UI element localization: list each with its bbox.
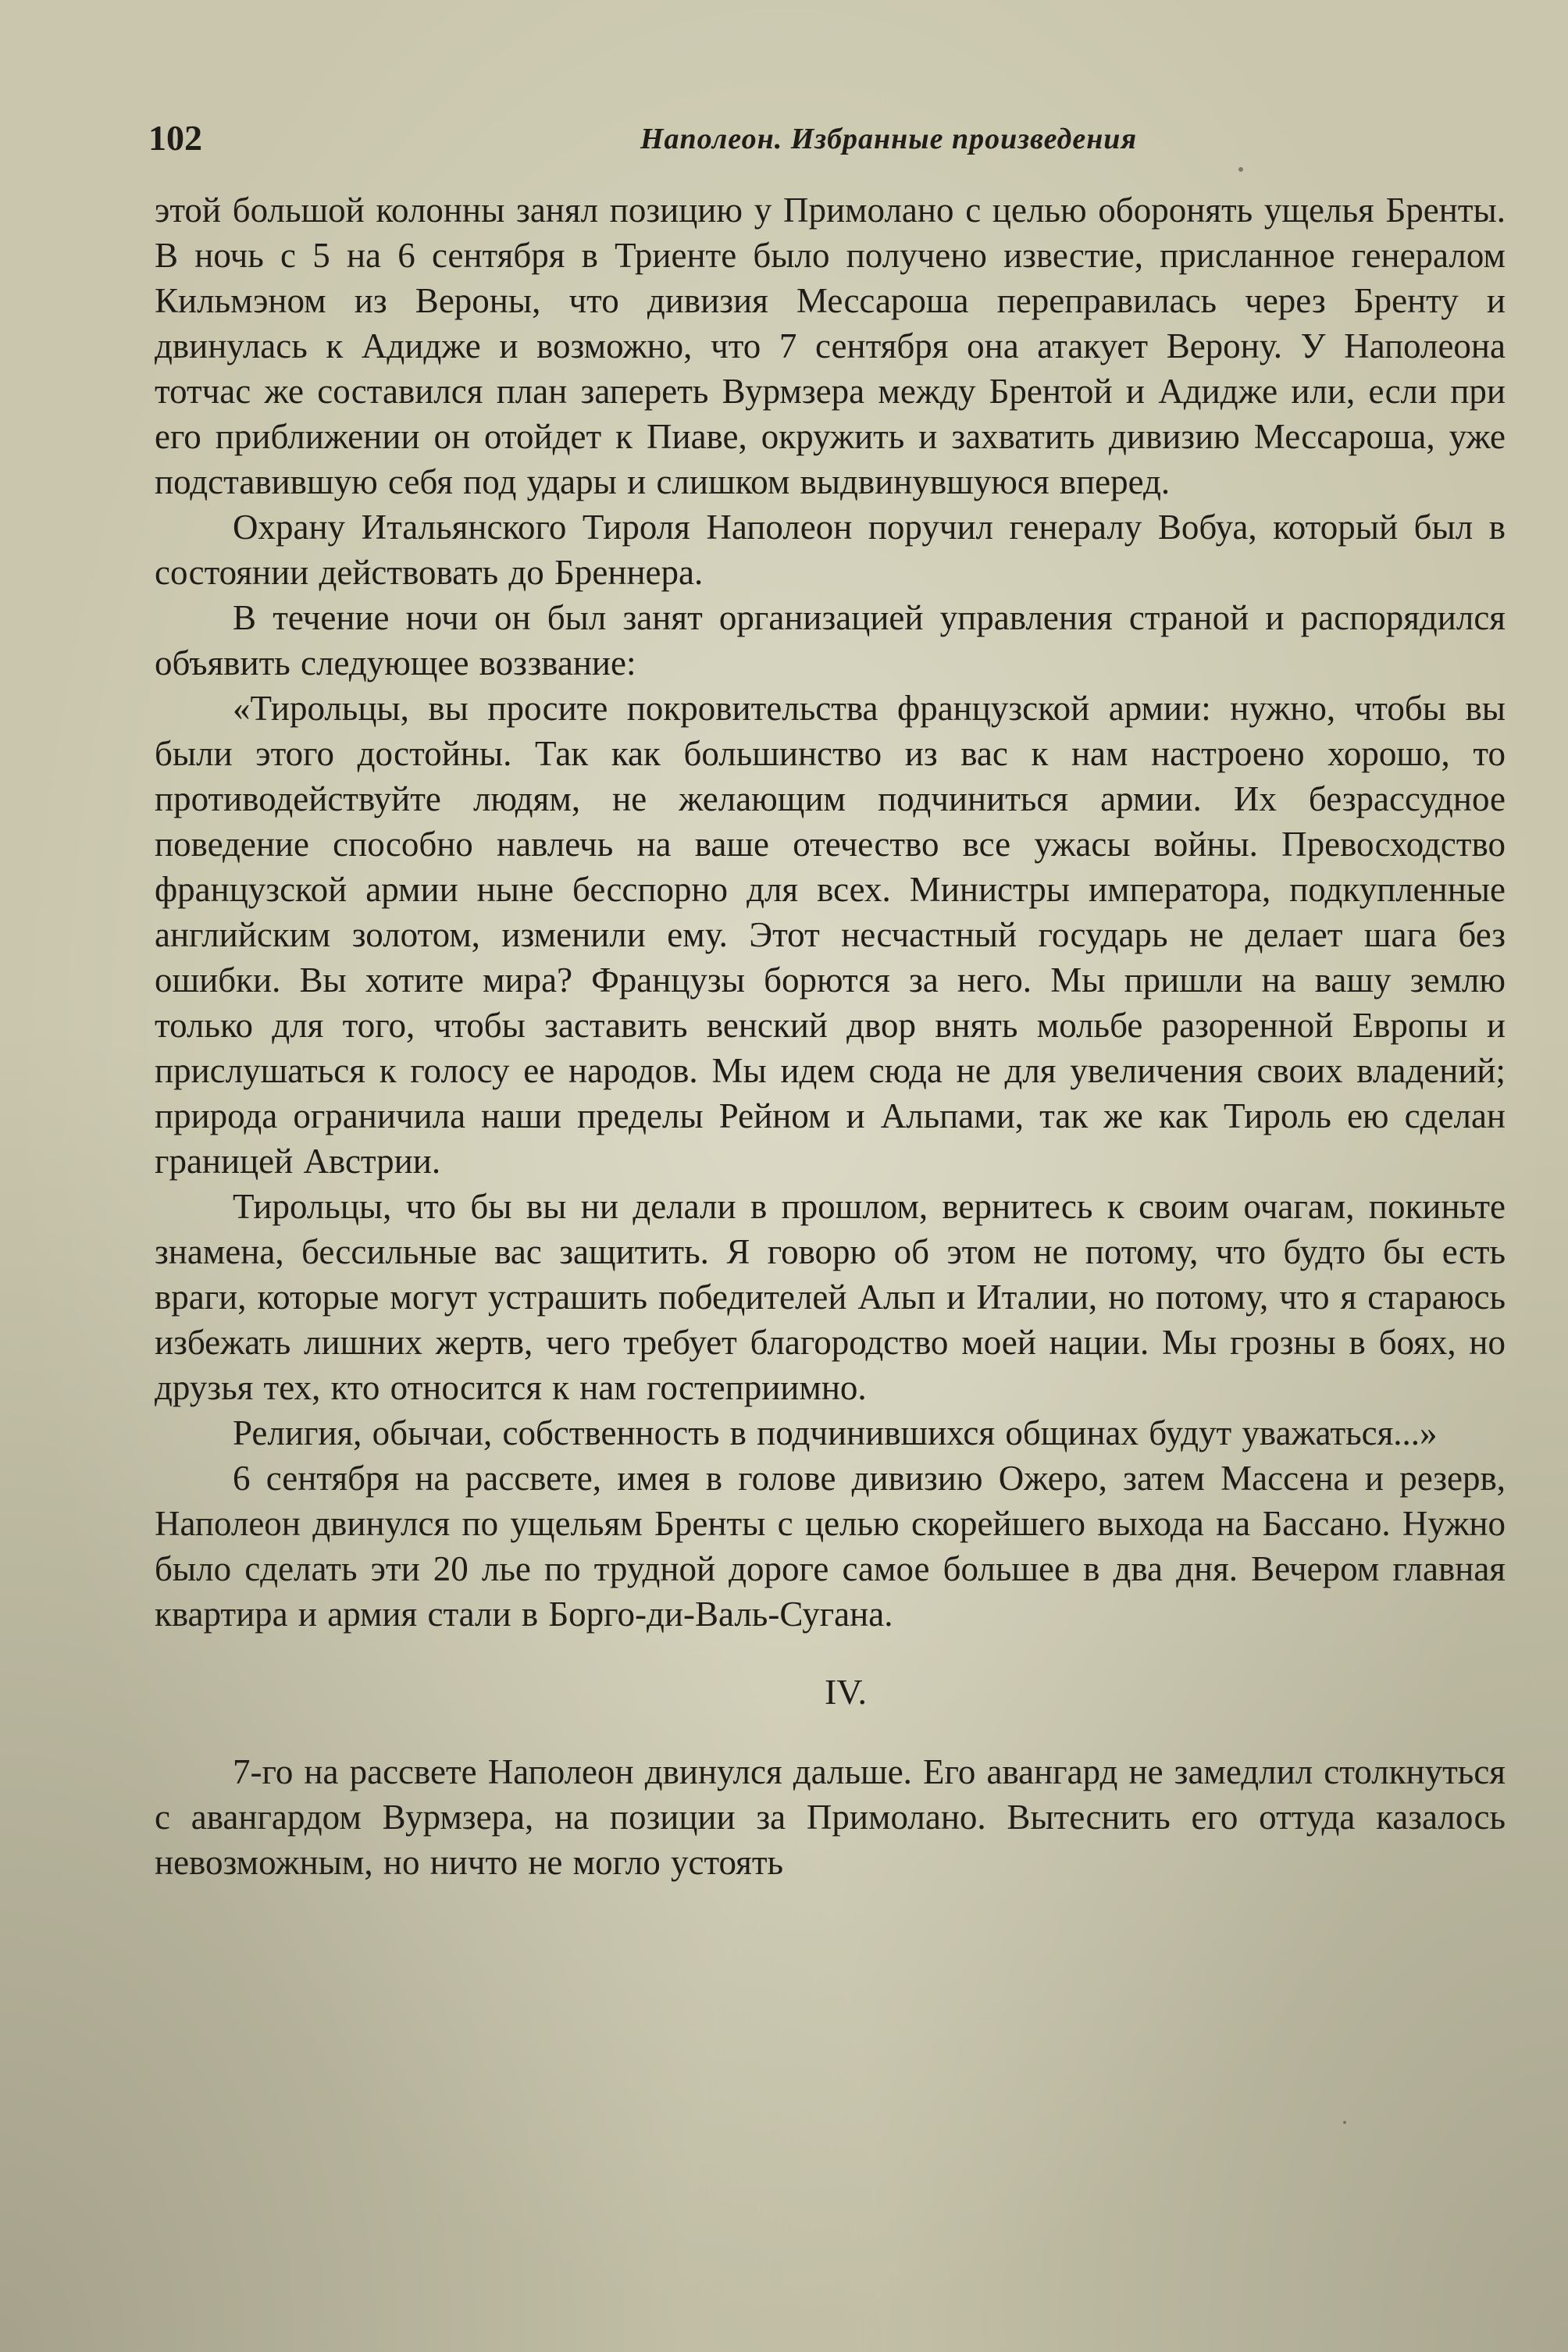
book-page — [148, 117, 1506, 1885]
proclamation-paragraph-3: Религия, обычаи, собственность в подчинившихся общинах будут уважаться...» — [233, 1413, 1438, 1452]
proclamation-paragraph-1: «Тирольцы, вы просите покровительства французской армии: нужно, чтобы вы были этого достойны. Так как большинство из вас к нам настроено хорошо, то противодействуйте людям, не желающим подчиниться армии. Их безрассудное поведение способно навлечь на ваше отечество все ужасы войны. Превосходство французской армии ныне бесспорно для всех. Министры императора, подкупленные английским золотом, изменили ему. Этот несчастный государь не делает шага без ошибки. Вы хотите мира? Французы борются за него. Мы пришли на вашу землю только для того, чтобы заставить венский двор внять мольбе разоренной Европы и прислушаться к голосу ее народов. Мы идем сюда не для увеличения своих владений; природа ограничила наши пределы Рейном и Альпами, так же как Тироль ею сделан границей Австрии. — [155, 689, 1506, 1181]
page-number: 102 — [148, 118, 202, 158]
paragraph-2: Охрану Итальянского Тироля Наполеон поручил генералу Вобуа, который был в состоянии действовать до Бреннера. — [155, 508, 1506, 592]
paragraph-7: 6 сентября на рассвете, имея в голове дивизию Ожеро, затем Массена и резерв, Наполеон двинулся по ущельям Бренты с целью скорейшего выхода на Бассано. Нужно было сделать эти 20 лье по трудной дороге самое большее в два дня. Вечером главная квартира и армия стали в Борго-ди-Валь-Сугана. — [155, 1459, 1506, 1634]
proclamation-paragraph-2: Тирольцы, что бы вы ни делали в прошлом, вернитесь к своим очагам, покиньте знамена, бессильные вас защитить. Я говорю об этом не потому, что будто бы есть враги, которые могут устрашить победителей Альп и Италии, но потому, что я стараюсь избежать лишних жертв, чего требует благородство моей нации. Мы грозны в боях, но друзья тех, кто относится к нам гостеприимно. — [155, 1187, 1506, 1407]
running-head — [148, 117, 1506, 167]
paper-speck — [1238, 167, 1243, 172]
paragraph-1: этой большой колонны занял позицию у Примолано с целью оборонять ущелья Бренты. В ночь с 5 на 6 сентября в Триенте было получено известие, присланное генералом Кильмэном из Вероны, что дивизия Мессароша переправилась через Бренту и двинулась к Адидже и возможно, что 7 сентября она атакует Верону. У Наполеона тотчас же составился план запереть Вурмзера между Брентой и Адидже или, если при его приближении он отойдет к Пиаве, окружить и захватить дивизию Мессароша, уже подставившую себя под удары и слишком выдвинувшуюся вперед. — [155, 191, 1506, 501]
section-paragraph-1: 7-го на рассвете Наполеон двинулся дальше. Его авангард не замедлил столкнуться с авангардом Вурмзера, на позиции за Примолано. Вытеснить его оттуда казалось невозможным, но ничто не могло устоять — [155, 1752, 1506, 1882]
paper-speck — [1343, 2121, 1346, 2124]
running-title: Наполеон. Избранные произведения — [640, 123, 1138, 155]
paragraph-3: В течение ночи он был занят организацией управления страной и распорядился объявить следующее воззвание: — [155, 598, 1506, 682]
section-heading: IV. — [824, 1672, 868, 1712]
